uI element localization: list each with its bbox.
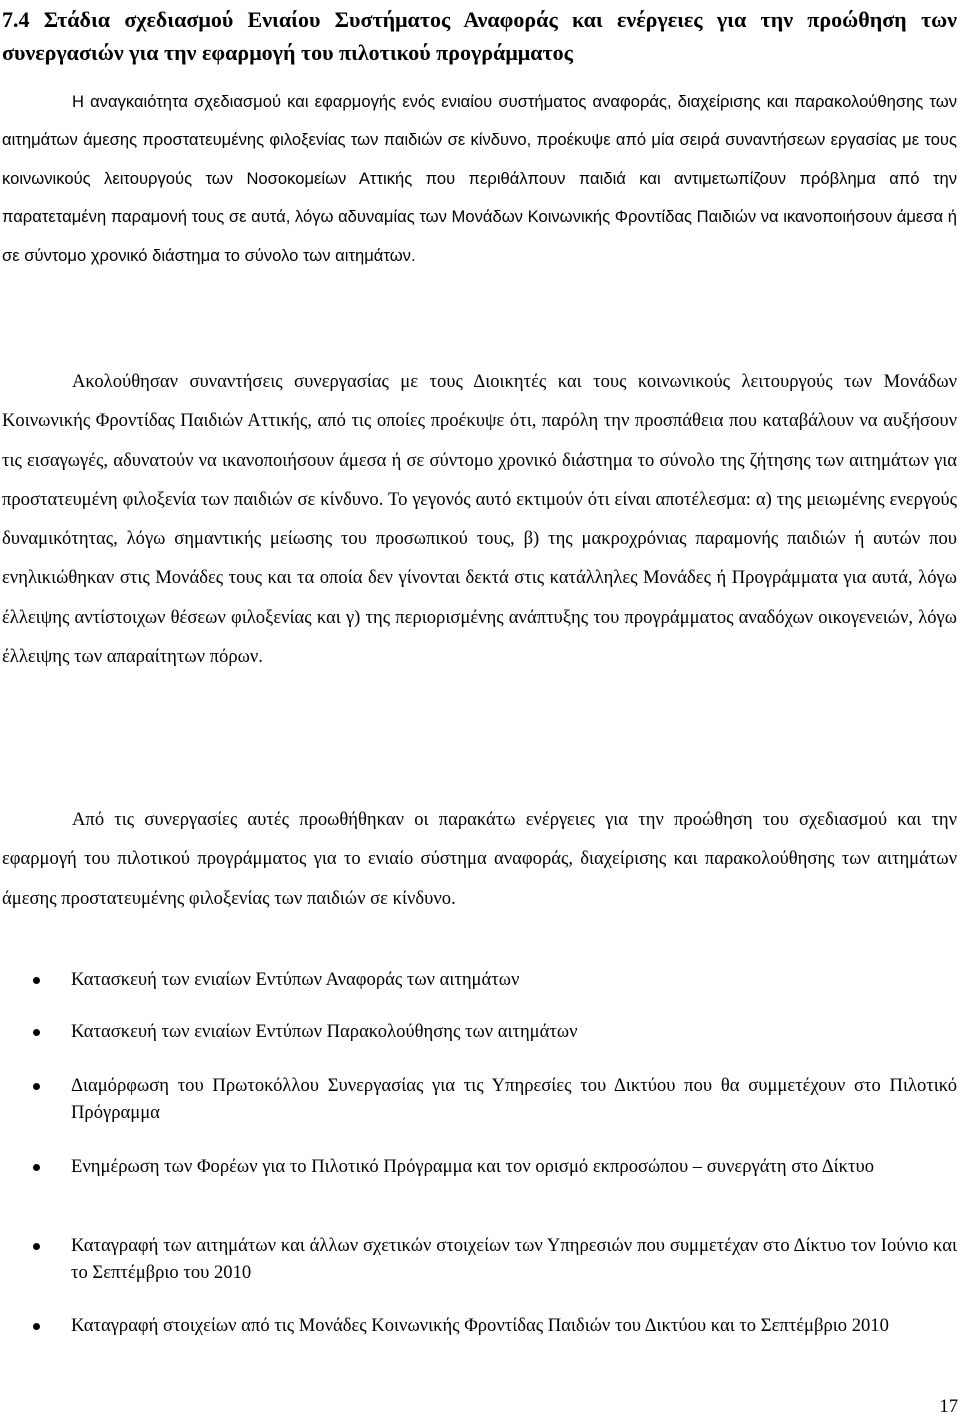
- bullet-icon: [33, 1323, 40, 1330]
- list-item-text: Κατασκευή των ενιαίων Εντύπων Παρακολούθησης των αιτημάτων: [71, 1021, 578, 1042]
- bullet-icon: [33, 977, 40, 984]
- section-heading: 7.4 Στάδια σχεδιασμού Ενιαίου Συστήματος Αναφοράς και ενέργειες για την προώθηση των συνεργασιών για την εφαρμογή του πιλοτικού προγράμματος: [2, 7, 957, 65]
- bullet-icon: [33, 1164, 40, 1171]
- list-item-text: Διαμόρφωση του Πρωτοκόλλου Συνεργασίας για τις Υπηρεσίες του Δικτύου που θα συμμετέχουν στο Πιλοτικό Πρόγραμμα: [71, 1075, 957, 1123]
- bullet-icon: [33, 1029, 40, 1036]
- list-item-text: Καταγραφή των αιτημάτων και άλλων σχετικών στοιχείων των Υπηρεσιών που συμμετέχαν στο Δίκτυο τον Ιούνιο και το Σεπτέμβριο του 2010: [71, 1235, 957, 1283]
- paragraph-need-for-system: Η αναγκαιότητα σχεδιασμού και εφαρμογής ενός ενιαίου συστήματος αναφοράς, διαχείρισης και παρακολούθησης των αιτημάτων άμεσης προστατευμένης φιλοξενίας των παιδιών σε κίνδυνο, προέκυψε από μία σειρά συναντήσεων εργασίας με τους κοινωνικούς λειτουργούς των Νοσοκομείων Αττικής που περιθάλπουν παιδιά και αντιμετωπίζουν πρόβλημα από την παρατεταμένη παραμονή τους σε αυτά, λόγω αδυναμίας των Μονάδων Κοινωνικής Φροντίδας Παιδιών να ικανοποιήσουν άμεσα ή σε σύντομο χρονικό διάστημα το σύνολο των αιτημάτων.: [2, 92, 957, 265]
- list-item-text: Ενημέρωση των Φορέων για το Πιλοτικό Πρόγραμμα και τον ορισμό εκπροσώπου – συνεργάτη στο Δίκτυο: [71, 1156, 874, 1177]
- bullet-icon: [33, 1243, 40, 1250]
- list-item-text: Κατασκευή των ενιαίων Εντύπων Αναφοράς των αιτημάτων: [71, 969, 520, 990]
- paragraph-follow-up-meetings: Ακολούθησαν συναντήσεις συνεργασίας με τους Διοικητές και τους κοινωνικούς λειτουργούς των Μονάδων Κοινωνικής Φροντίδας Παιδιών Αττικής, από τις οποίες προέκυψε ότι, παρόλη την προσπάθεια που καταβάλουν να αυξήσουν τις εισαγωγές, αδυνατούν να ικανοποιήσουν άμεσα ή σε σύντομο χρονικό διάστημα το σύνολο της ζήτησης των αιτημάτων για προστατευμένη φιλοξενία των παιδιών σε κίνδυνο. Το γεγονός αυτό εκτιμούν ότι είναι αποτέλεσμα: α) της μειωμένης ενεργούς δυναμικότητας, λόγω σημαντικής μείωσης του προσωπικού τους, β) της μακροχρόνιας παραμονής παιδιών ή αυτών που ενηλικιώθηκαν στις Μονάδες τους και τα οποία δεν γίνονται δεκτά στις κατάλληλες Μονάδες ή Προγράμματα για αυτά, λόγω έλλειψης αντίστοιχων θέσεων φιλοξενίας και γ) της περιορισμένης ανάπτυξης του προγράμματος αναδόχων οικογενειών, λόγω έλλειψης των απαραίτητων πόρων.: [2, 371, 957, 668]
- list-item-text: Καταγραφή στοιχείων από τις Μονάδες Κοινωνικής Φροντίδας Παιδιών του Δικτύου και το Σεπτέμβριο 2010: [71, 1315, 889, 1336]
- bullet-icon: [33, 1083, 40, 1090]
- page-number: 17: [939, 1396, 958, 1417]
- paragraph-actions-intro: Από τις συνεργασίες αυτές προωθήθηκαν οι παρακάτω ενέργειες για την προώθηση του σχεδιασμού και την εφαρμογή του πιλοτικού προγράμματος για το ενιαίο σύστημα αναφοράς, διαχείρισης και παρακολούθησης των αιτημάτων άμεσης προστατευμένης φιλοξενίας των παιδιών σε κίνδυνο.: [2, 809, 957, 909]
